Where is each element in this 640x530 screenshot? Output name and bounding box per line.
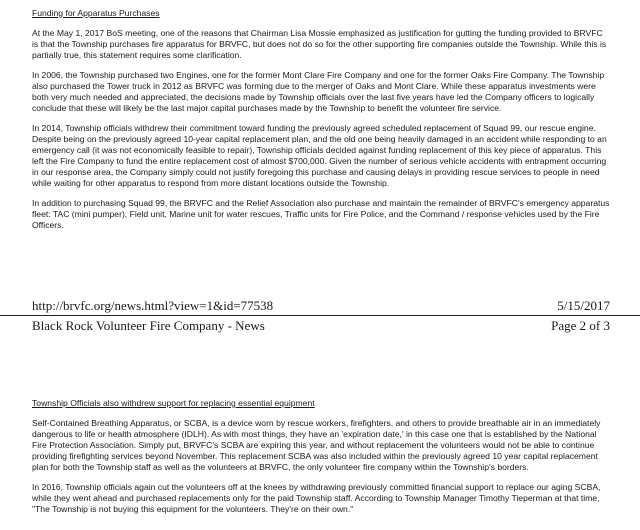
page-footer: [32, 298, 610, 313]
paragraph: In 2016, Township officials again cut the volunteers off at the knees by withdrawing previously committed financial support to replace our aging SCBA, while they went ahead and purchased replacements only for the paid Township staff. According to Township Manager Timothy Tieperman at that time, "The Township is not buying this equipment for the volunteers. They're on their own.": [32, 482, 601, 514]
page-header: [32, 318, 610, 333]
page1-section: [32, 8, 610, 231]
page2-section: [32, 398, 610, 515]
footer-date: 5/15/2017: [557, 298, 610, 313]
section-heading: Township Officials also withdrew support for replacing essential equipment: [32, 398, 315, 408]
page-number: Page 2 of 3: [551, 318, 610, 333]
section-heading: Funding for Apparatus Purchases: [32, 8, 160, 18]
site-title: Black Rock Volunteer Fire Company - News: [32, 318, 265, 333]
paragraph: Self-Contained Breathing Apparatus, or SCBA, is a device worn by rescue workers, firefighters, and others to provide breathable air in an immediately dangerous to life or health atmosphere (IDLH). As with most things, they have an 'expiration date,' in this case one that is established by the National Fire Protection Association. Simply put, BRVFC's SCBA are expiring this year, and without replacement the volunteers would not be able to continue providing firefighting services beyond November. This replacement SCBA was also included within the previously agreed 10 year capital replacement plan for both the Township staff as well as the volunteers at BRVFC, the only volunteer fire company within the Township's borders.: [32, 418, 601, 472]
paragraph: In 2014, Township officials withdrew their commitment toward funding the previously agreed scheduled replacement of Squad 99, our rescue engine. Despite being on the previously agreed 10-year capital replacement plan, and the old one being heavily damaged in an accident while responding to an emergency call (it was not economically feasible to repair), Township officials decided against funding replacement of this key piece of apparatus. This left the Fire Company to fund the entire replacement cost of almost $700,000. Given the number of serious vehicle accidents with entrapment occurring in our response area, the Company simply could not justify foregoing this purchase and causing delays in providing rescue services to people in need while waiting for other apparatus to respond from more distant locations outside the Township.: [32, 123, 607, 188]
footer-url[interactable]: http://brvfc.org/news.html?view=1&id=77538: [32, 298, 274, 313]
paragraph: At the May 1, 2017 BoS meeting, one of the reasons that Chairman Lisa Mossie emphasized as justification for gutting the funding provided to BRVFC is that the Township purchases fire apparatus for BRVFC, but does not do so for the other supporting fire companies outside the Township. While this is partially true, this statement requires some clarification.: [32, 28, 607, 60]
page-divider: [0, 315, 640, 316]
paragraph: In 2006, the Township purchased two Engines, one for the former Mont Clare Fire Company and one for the former Oaks Fire Company. The Township also purchased the Tower truck in 2012 as BRVFC was forming due to the merger of Oaks and Mont Clare. While these apparatus investments were both very much needed and appreciated, the decisions made by Township officials over the last five years have led the Company officers to logically conclude that these will likely be the last major capital purchases made by the Township to benefit the volunteer fire service.: [32, 70, 605, 113]
paragraph: In addition to purchasing Squad 99, the BRVFC and the Relief Association also purchase and maintain the remainder of BRVFC's emergency apparatus fleet: TAC (mini pumper), Field unit, Marine unit for water rescues, Traffic units for Fire Police, and the Command / response vehicles used by the Fire Officers.: [32, 198, 610, 230]
